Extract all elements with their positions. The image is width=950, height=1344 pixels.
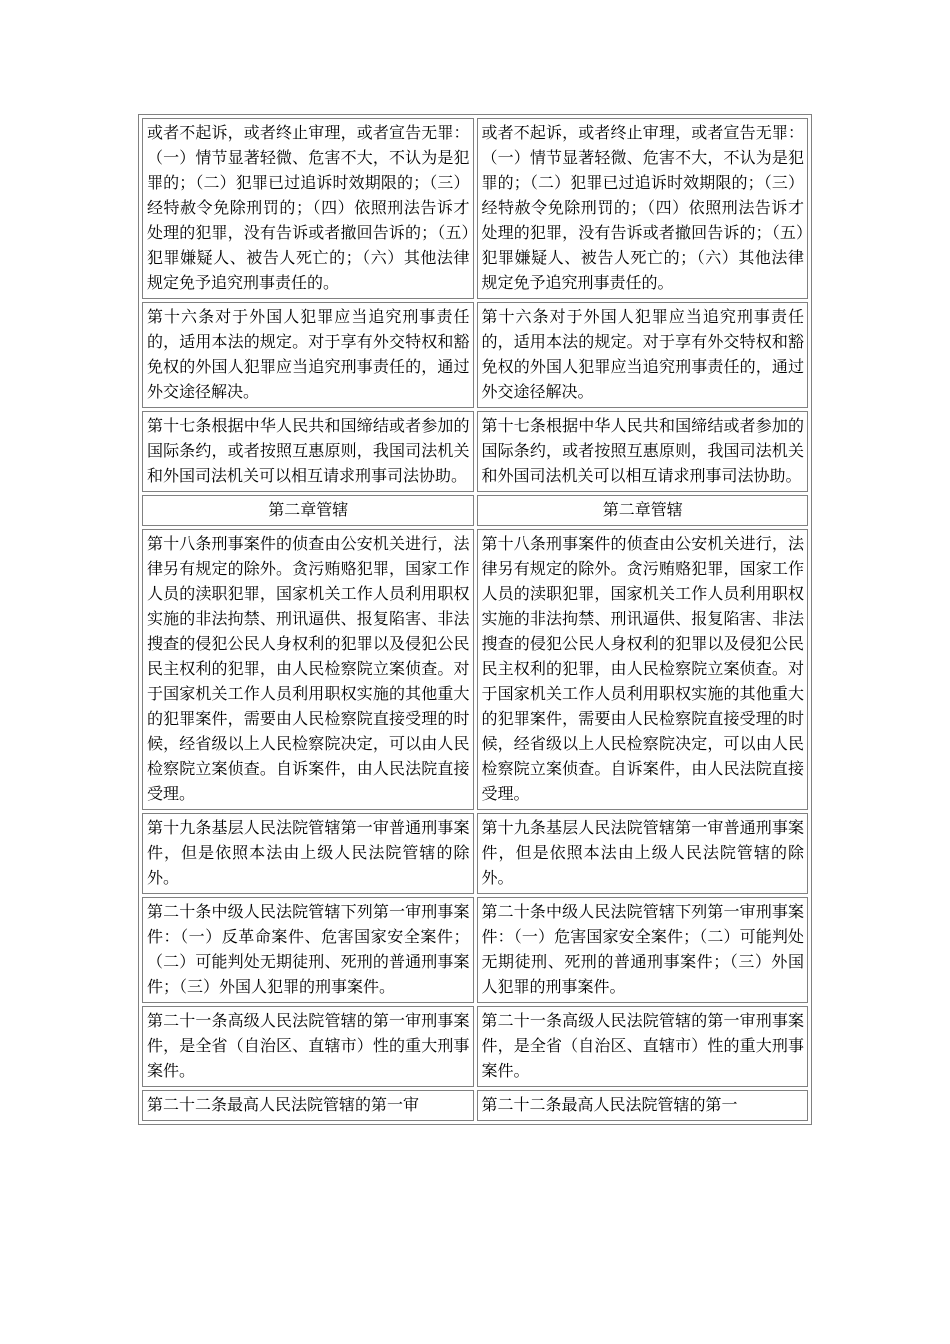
- new-text-cell: 第二十一条高级人民法院管辖的第一审刑事案件，是全省（自治区、直辖市）性的重大刑事案件。: [477, 1006, 809, 1087]
- table-row: [142, 1006, 808, 1087]
- table-row: [142, 411, 808, 492]
- new-text-cell: 或者不起诉，或者终止审理，或者宣告无罪：（一）情节显著轻微、危害不大，不认为是犯罪的；（二）犯罪已过追诉时效期限的；（三）经特赦令免除刑罚的；（四）依照刑法告诉才处理的犯罪，没有告诉或者撤回告诉的；（五）犯罪嫌疑人、被告人死亡的；（六）其他法律规定免予追究刑事责任的。: [477, 118, 809, 299]
- old-text-cell: 或者不起诉，或者终止审理，或者宣告无罪：（一）情节显著轻微、危害不大，不认为是犯罪的；（二）犯罪已过追诉时效期限的；（三）经特赦令免除刑罚的；（四）依照刑法告诉才处理的犯罪，没有告诉或者撤回告诉的；（五）犯罪嫌疑人、被告人死亡的；（六）其他法律规定免予追究刑事责任的。: [142, 118, 474, 299]
- old-text-cell: 第十七条根据中华人民共和国缔结或者参加的国际条约，或者按照互惠原则，我国司法机关和外国司法机关可以相互请求刑事司法协助。: [142, 411, 474, 492]
- new-text-cell: 第十七条根据中华人民共和国缔结或者参加的国际条约，或者按照互惠原则，我国司法机关和外国司法机关可以相互请求刑事司法协助。: [477, 411, 809, 492]
- new-chapter-heading: 第二章管辖: [477, 495, 809, 526]
- table-row: [142, 529, 808, 810]
- old-text-cell: 第二十一条高级人民法院管辖的第一审刑事案件，是全省（自治区、直辖市）性的重大刑事案件。: [142, 1006, 474, 1087]
- old-text-cell: 第十六条对于外国人犯罪应当追究刑事责任的，适用本法的规定。对于享有外交特权和豁免权的外国人犯罪应当追究刑事责任的，通过外交途径解决。: [142, 302, 474, 408]
- chapter-heading-row: [142, 495, 808, 526]
- table-row: [142, 302, 808, 408]
- old-text-cell: 第二十二条最高人民法院管辖的第一审: [142, 1090, 474, 1121]
- table-row: [142, 1090, 808, 1121]
- table-row: [142, 813, 808, 894]
- old-text-cell: 第十八条刑事案件的侦查由公安机关进行，法律另有规定的除外。贪污贿赂犯罪，国家工作人员的渎职犯罪，国家机关工作人员利用职权实施的非法拘禁、刑讯逼供、报复陷害、非法搜查的侵犯公民人身权利的犯罪以及侵犯公民民主权利的犯罪，由人民检察院立案侦查。对于国家机关工作人员利用职权实施的其他重大的犯罪案件，需要由人民检察院直接受理的时候，经省级以上人民检察院决定，可以由人民检察院立案侦查。自诉案件，由人民法院直接受理。: [142, 529, 474, 810]
- new-text-cell: 第十八条刑事案件的侦查由公安机关进行，法律另有规定的除外。贪污贿赂犯罪，国家工作人员的渎职犯罪，国家机关工作人员利用职权实施的非法拘禁、刑讯逼供、报复陷害、非法搜查的侵犯公民人身权利的犯罪以及侵犯公民民主权利的犯罪，由人民检察院立案侦查。对于国家机关工作人员利用职权实施的其他重大的犯罪案件，需要由人民检察院直接受理的时候，经省级以上人民检察院决定，可以由人民检察院立案侦查。自诉案件，由人民法院直接受理。: [477, 529, 809, 810]
- new-text-cell: 第二十二条最高人民法院管辖的第一: [477, 1090, 809, 1121]
- new-text-cell: 第十九条基层人民法院管辖第一审普通刑事案件，但是依照本法由上级人民法院管辖的除外。: [477, 813, 809, 894]
- old-chapter-heading: 第二章管辖: [142, 495, 474, 526]
- old-text-cell: 第十九条基层人民法院管辖第一审普通刑事案件，但是依照本法由上级人民法院管辖的除外。: [142, 813, 474, 894]
- new-text-cell: 第十六条对于外国人犯罪应当追究刑事责任的，适用本法的规定。对于享有外交特权和豁免权的外国人犯罪应当追究刑事责任的，通过外交途径解决。: [477, 302, 809, 408]
- table-row: [142, 897, 808, 1003]
- document-page: [138, 114, 812, 1125]
- law-comparison-table: [138, 114, 812, 1125]
- new-text-cell: 第二十条中级人民法院管辖下列第一审刑事案件：（一）危害国家安全案件；（二）可能判处无期徒刑、死刑的普通刑事案件；（三）外国人犯罪的刑事案件。: [477, 897, 809, 1003]
- table-row: [142, 118, 808, 299]
- old-text-cell: 第二十条中级人民法院管辖下列第一审刑事案件：（一）反革命案件、危害国家安全案件；（二）可能判处无期徒刑、死刑的普通刑事案件；（三）外国人犯罪的刑事案件。: [142, 897, 474, 1003]
